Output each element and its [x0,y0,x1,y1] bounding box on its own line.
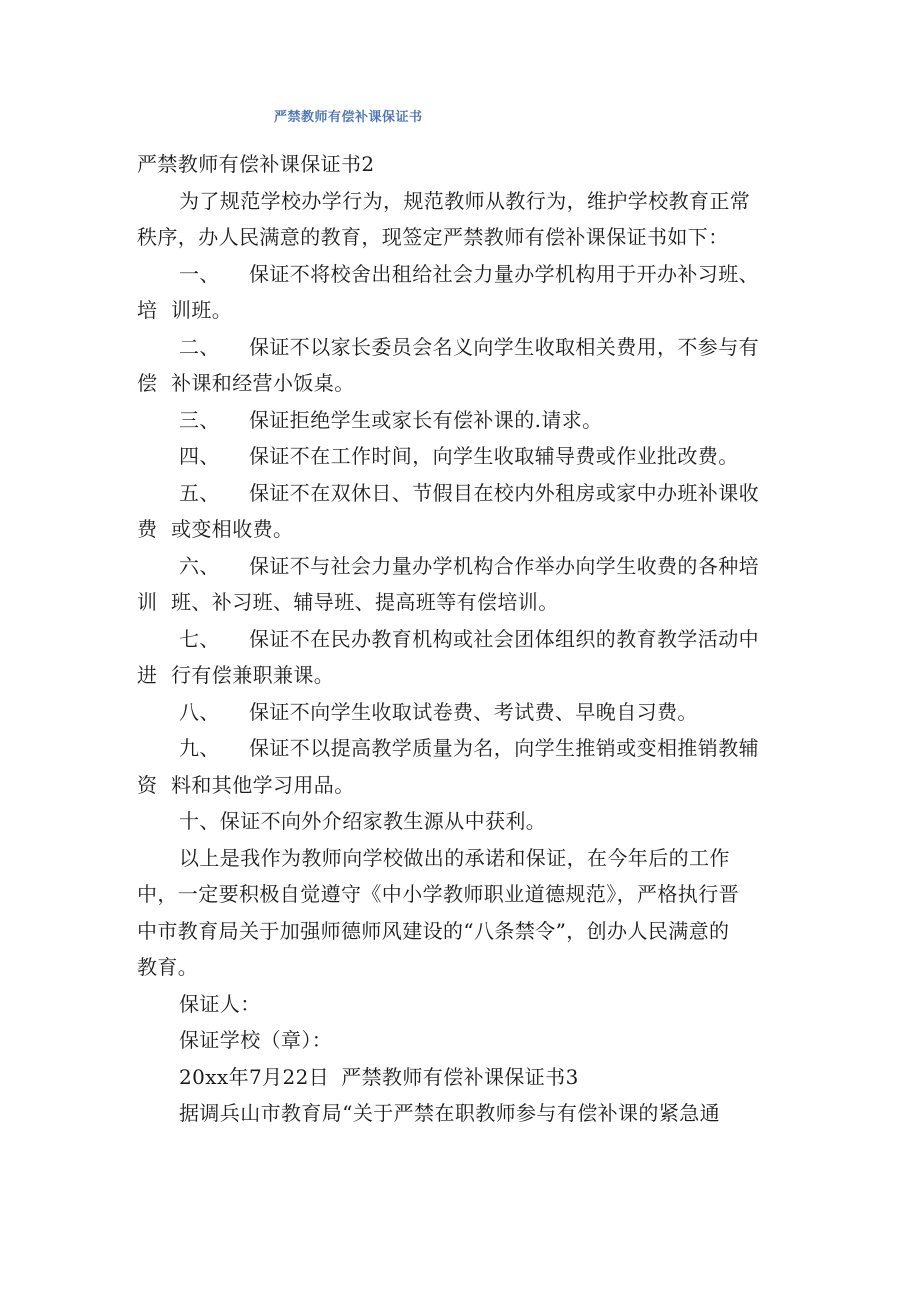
item-text: 保证拒绝学生或家长有偿补课的.请求。 [249,407,603,432]
item-cont-rest: 班、补习班、辅导班、提高班等有偿培训。 [171,590,559,614]
list-item-continuation [137,365,793,402]
guarantor-line: 保证人： [179,991,261,1016]
item-cont-rest: 补课和经营小饭桌。 [171,371,355,395]
item-number: 五、 [179,480,220,505]
closing-line: 中市教育局关于加强师德师风建设的“八条禁令”，创办人民满意的 [137,918,730,943]
list-item [137,475,793,512]
list-item [137,329,793,366]
list-item-continuation [137,511,793,548]
item-number: 四、 [179,444,220,468]
list-item: 十、保证不向外介绍家教生源从中获利。 [179,809,547,833]
closing-line: 中，一定要积极自觉遵守《中小学教师职业道德规范》，严格执行晋 [137,882,739,906]
list-item [137,730,793,767]
item-text: 保证不在工作时间，向学生收取辅导费或作业批改费。 [249,444,739,468]
item-cont-head: 偿 [137,371,158,395]
list-item [137,256,793,293]
item-cont-head: 费 [137,517,158,541]
intro-line: 秩序，办人民满意的教育，现签定严禁教师有偿补课保证书如下： [137,225,729,249]
item-cont-head: 训 [137,590,158,614]
item-number: 二、 [179,334,220,359]
item-text: 保证不以家长委员会名义向学生收取相关费用，不参与有 [249,334,759,359]
item-number: 三、 [179,407,220,432]
school-seal-line: 保证学校（章）： [179,1028,333,1052]
item-number: 六、 [179,553,220,578]
next-intro-line: 据调兵山市教育局“关于严禁在职教师参与有偿补课的紧急通 [179,1101,721,1125]
item-text: 保证不将校舍出租给社会力量办学机构用于开办补习班、 [249,261,759,286]
list-item-continuation [137,292,793,329]
list-item [137,694,793,731]
section-title: 严禁教师有偿补课保证书2 [137,152,375,176]
list-item [137,621,793,658]
list-item [137,548,793,585]
item-cont-rest: 行有偿兼职兼课。 [171,663,335,687]
intro-line: 为了规范学校办学行为，规范教师从教行为，维护学校教育正常 [179,188,751,213]
list-item [137,438,793,475]
item-number: 八、 [179,699,220,724]
date-line [137,1059,793,1096]
item-text: 保证不以提高教学质量为名，向学生推销或变相推销教辅 [249,736,759,760]
item-cont-head: 培 [137,298,158,322]
closing-line: 以上是我作为教师向学校做出的承诺和保证，在今年后的工作 [179,845,730,870]
signing-date: 20xx年7月22日 [179,1064,330,1089]
list-item-continuation [137,767,793,804]
item-cont-rest: 训班。 [171,298,233,322]
item-cont-rest: 或变相收费。 [171,517,294,541]
document-header-title: 严禁教师有偿补课保证书 [274,110,423,125]
item-number: 一、 [179,261,220,286]
item-cont-rest: 料和其他学习用品。 [171,772,355,797]
list-item-continuation [137,657,793,694]
item-text: 保证不与社会力量办学机构合作举办向学生收费的各种培 [249,553,759,578]
closing-line: 教育。 [137,955,199,979]
item-cont-head: 资 [137,772,158,797]
item-number: 九、 [179,736,220,760]
item-cont-head: 进 [137,663,158,687]
list-item-continuation [137,584,793,621]
item-text: 保证不在民办教育机构或社会团体组织的教育教学活动中 [249,626,759,651]
item-number: 七、 [179,626,220,651]
item-text: 保证不向学生收取试卷费、考试费、早晚自习费。 [249,699,698,724]
item-text: 保证不在双休日、节假目在校内外租房或家中办班补课收 [249,480,759,505]
document-body [137,146,793,1132]
next-section-title: 严禁教师有偿补课保证书3 [341,1064,579,1089]
list-item [137,402,793,439]
